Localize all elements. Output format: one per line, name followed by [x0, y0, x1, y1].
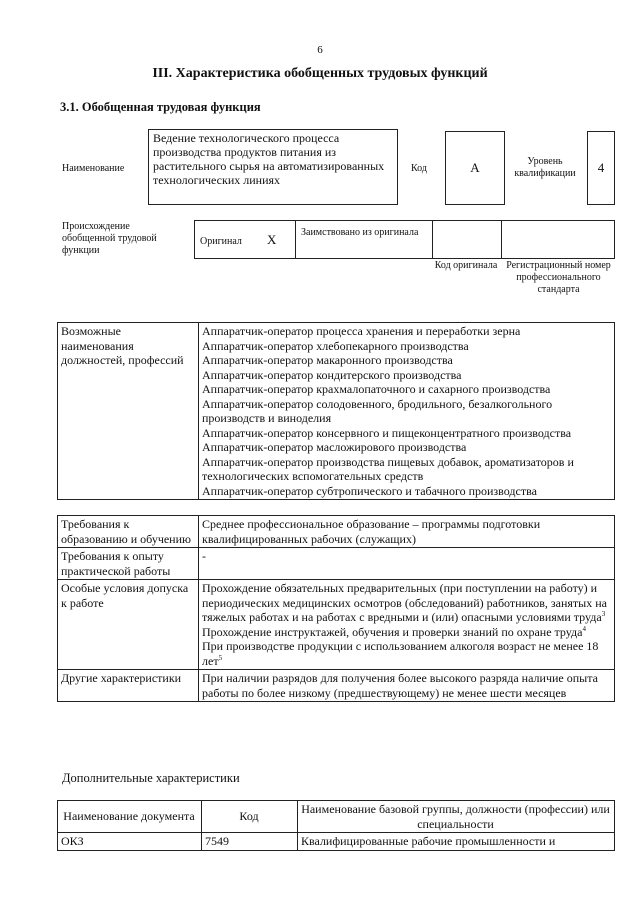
table-row [58, 670, 615, 702]
original-mark: X [267, 232, 277, 247]
positions-list [199, 323, 615, 500]
table-row [58, 580, 615, 670]
experience-label: Требования к опыту практической работы [58, 548, 199, 580]
reg-number-caption: Регистрационный номер профессионального стандарта [506, 260, 611, 295]
requirements-table [57, 515, 615, 702]
education-label: Требования к образованию и обучению [58, 516, 199, 548]
table-header-row [58, 801, 615, 833]
code-label: Код [411, 163, 427, 174]
col-doc-header: Наименование документа [58, 801, 202, 833]
experience-value: - [199, 548, 615, 580]
function-name-box [148, 129, 398, 205]
conditions-p3: При производстве продукции с использованием алкоголя возраст не менее 18 лет [202, 639, 599, 668]
row-doc: ОКЗ [58, 833, 202, 851]
borrowed-label: Заимствовано из оригинала [301, 227, 419, 238]
footnote-ref: 4 [582, 624, 586, 633]
additional-heading: Дополнительные характеристики [62, 771, 240, 785]
conditions-label: Особые условия допуска к работе [58, 580, 199, 670]
conditions-p2: Прохождение инструктажей, обучения и проверки знаний по охране труда [202, 624, 583, 639]
position-item: Аппаратчик-оператор солодовенного, бродильного, безалкогольного производств и виноделия [202, 396, 553, 425]
code-original-caption: Код оригинала [434, 260, 498, 271]
position-item: Аппаратчик-оператор кондитерского производства [202, 367, 462, 382]
table-row [58, 833, 615, 851]
conditions-p1: Прохождение обязательных предварительных (при поступлении на работу) и периодических медицинских осмотров (обследований) работников, занятых на тяжелых работах и на работах с вредными и (или) опасными условиями труда [202, 581, 607, 624]
other-value: При наличии разрядов для получения более высокого разряда наличие опыта работы по более низкому (предшествующему) не менее шести месяцев [199, 670, 615, 702]
origin-label: Происхождение обобщенной трудовой функции [62, 221, 157, 256]
positions-label: Возможные наименования должностей, профессий [58, 323, 199, 500]
origin-row [194, 220, 615, 259]
position-item: Аппаратчик-оператор производства пищевых добавок, ароматизаторов и технологических вспомогательных средств [202, 454, 574, 483]
original-label: Оригинал [200, 236, 242, 247]
col-name-header: Наименование базовой группы, должности (профессии) или специальности [298, 801, 615, 833]
position-item: Аппаратчик-оператор крахмалопаточного и сахарного производства [202, 382, 551, 396]
table-row [58, 516, 615, 548]
position-item: Аппаратчик-оператор хлебопекарного производства [202, 338, 469, 353]
level-value: 4 [597, 160, 605, 175]
level-box [587, 131, 615, 205]
col-code-header: Код [202, 801, 298, 833]
footnote-ref: 5 [218, 653, 223, 662]
code-box [445, 131, 505, 205]
position-item: Аппаратчик-оператор процесса хранения и переработки зерна [202, 324, 521, 338]
subsection-title: 3.1. Обобщенная трудовая функция [60, 100, 261, 114]
additional-table [57, 800, 615, 851]
footnote-ref: 3 [601, 610, 606, 618]
name-label: Наименование [62, 163, 125, 174]
section-title: III. Характеристика обобщенных трудовых функций [152, 66, 488, 81]
position-item: Аппаратчик-оператор макаронного производства [202, 353, 453, 367]
row-name: Квалифицированные рабочие промышленности и [298, 833, 615, 851]
page-number: 6 [317, 44, 323, 56]
function-name-value: Ведение технологического процесса производства продуктов питания из растительного сырья на автоматизированных технологических линиях [153, 131, 385, 187]
position-item: Аппаратчик-оператор масложирового производства [202, 440, 467, 454]
position-item: Аппаратчик-оператор консервного и пищеконцентратного производства [202, 425, 572, 440]
row-code: 7549 [202, 833, 298, 851]
positions-table [57, 322, 615, 500]
position-item: Аппаратчик-оператор субтропического и табачного производства [202, 483, 537, 498]
conditions-value [199, 580, 615, 670]
code-value: А [470, 160, 480, 175]
table-row [58, 548, 615, 580]
level-label: Уровень квалификации [514, 156, 576, 179]
other-label: Другие характеристики [58, 670, 199, 702]
education-value: Среднее профессиональное образование – программы подготовки квалифицированных рабочих (служащих) [199, 516, 615, 548]
